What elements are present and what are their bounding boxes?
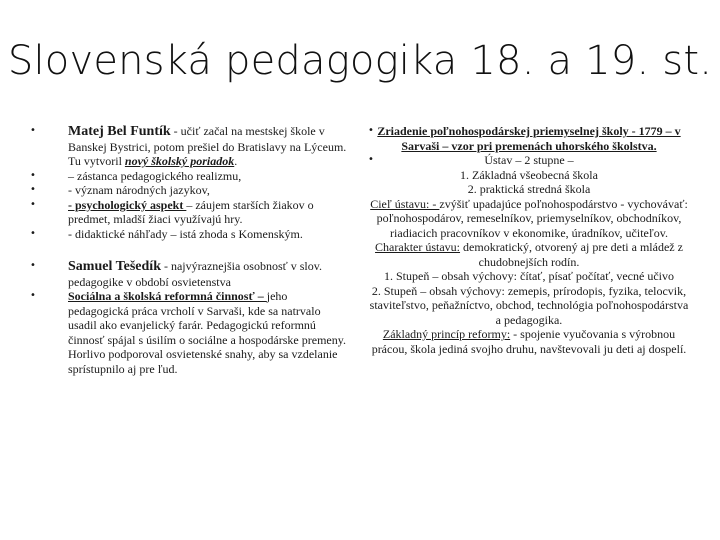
bullet: • — [30, 125, 36, 136]
ciel-label: Cieľ ústavu: - — [370, 196, 440, 211]
bullet: • — [30, 290, 36, 301]
psych-text: – záujem starších žiakov o predmet, mladší žiaci využívajú hry. — [68, 197, 314, 226]
bel-bullet-didactics: - didaktické náhľady – istá zhoda s Komenským. — [68, 226, 303, 241]
bullet: • — [30, 227, 36, 239]
bel-bullet-languages: - význam národných jazykov, — [68, 183, 210, 197]
charakter-text: demokratický, otvorený aj pre deti a mládež z chudobnejších rodín. — [460, 240, 683, 269]
ustav-paragraph — [368, 153, 690, 168]
psych-label: - psychologický aspekt — [68, 197, 187, 212]
ustav-item: 2. praktická stredná škola — [467, 182, 591, 196]
princip-text: - spojenie vyučovania s výrobnou prácou, škola jediná svojho druhu, navštevovali ju deti aj dospelí. — [371, 327, 687, 356]
charakter-label: Charakter ústavu: — [375, 240, 461, 254]
bullet: • — [30, 184, 36, 195]
right-column — [368, 124, 690, 356]
bullet: • — [368, 154, 374, 165]
princip-label: Základný princíp reformy: — [382, 327, 511, 341]
bullet: • — [368, 125, 374, 136]
ciel-paragraph — [368, 197, 690, 241]
tesedik-intro: - najvýraznejšia osobnosť v slov. pedagogike v období osvietenstva — [68, 259, 322, 289]
tesedik-work — [30, 289, 350, 376]
bel-name: Matej Bel Funtík — [68, 124, 171, 139]
bel-paragraph — [30, 124, 350, 169]
ustav-item: 1. Základná všeobecná škola — [460, 167, 598, 182]
bullet: • — [30, 260, 36, 271]
ciel-text: zvýšiť upadajúce poľnohospodárstvo - vychovávať: poľnohospodárov, remeselníkov, priemyselníkov, obchodníkov, riadiacich pracovníkov v ekonomike, úradníkov, učiteľov. — [376, 196, 688, 240]
tesedik-name: Samuel Tešedík — [68, 259, 161, 274]
list-item — [30, 227, 350, 242]
list-item — [30, 183, 350, 198]
zriadenie-text: Zriadenie poľnohospodárskej priemyselnej školy - 1779 – v Sarvaši – vzor pri premenách uhorského školstva. — [377, 124, 681, 153]
bel-bullet-realism: – zástanca pedagogického realizmu, — [68, 168, 242, 183]
page-title: Slovenská pedagogika 18. a 19. st. — [7, 38, 713, 84]
stupen-1: 1. Stupeň – obsah výchovy: čítať, písať počítať, vecné učivo — [384, 269, 674, 283]
list-item — [30, 198, 350, 227]
ustav-text: Ústav – 2 stupne – — [484, 153, 574, 167]
charakter-paragraph — [368, 240, 690, 269]
princip-paragraph — [368, 327, 690, 356]
stupen-2: 2. Stupeň – obsah výchovy: zemepis, prírodopis, fyzika, telocvik, staviteľstvo, peňažníctvo, obchod, technológia poľnohospodárstva a pedagogika. — [369, 283, 689, 327]
bel-poriadok: nový školský poriadok — [124, 154, 235, 168]
zriadenie-paragraph — [368, 124, 690, 153]
bullet: • — [30, 198, 36, 210]
list-item — [30, 169, 350, 184]
bel-intro: - učiť začal na mestskej škole v Banskej Bystrici, potom prešiel do Bratislavy na Lýceum. Tu vytvoril — [68, 124, 347, 168]
bel-dot: . — [234, 154, 238, 168]
tesedik-work-text: jeho pedagogická práca vrcholí v Sarvaši, kde sa natrvalo usadil ako evanjelický farár. Pedagogickú reformnú činnosť spájal s úsilím o sociálne a hospodárske premeny. Horlivo podporoval osvietenské snahy, aby sa vzdelanie sprístupnilo aj pre ľud. — [68, 289, 346, 376]
left-column — [30, 124, 350, 376]
tesedik-paragraph — [30, 259, 350, 289]
tesedik-work-label: Sociálna a školská reformná činnosť – — [68, 289, 267, 303]
bullet: • — [30, 169, 36, 181]
